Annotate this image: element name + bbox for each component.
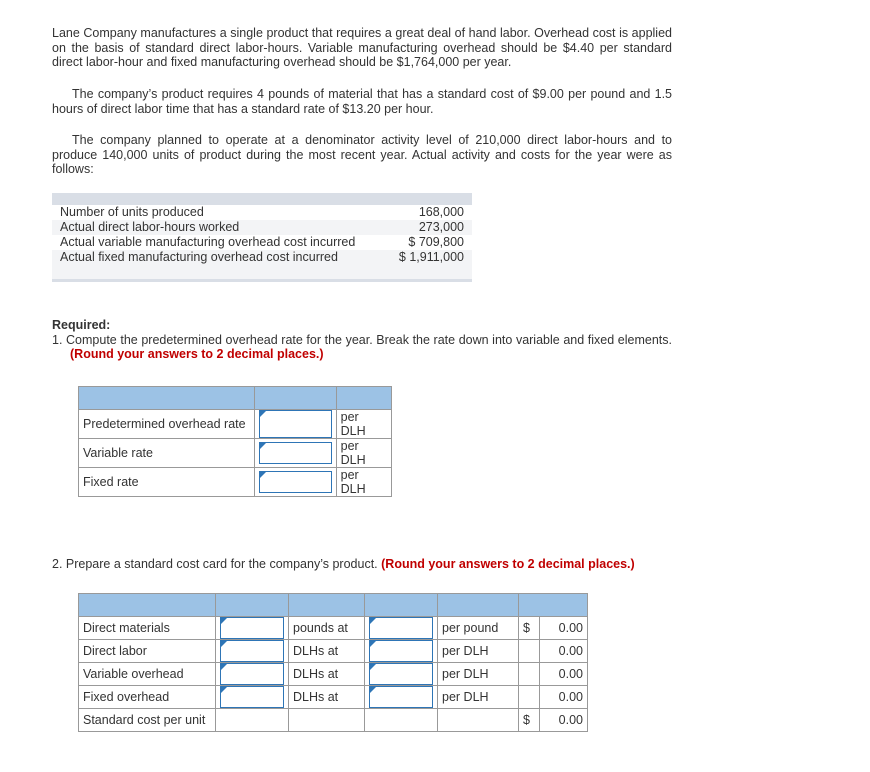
actual-row	[52, 235, 472, 250]
cost-amount: 0.00	[540, 686, 588, 709]
labor-rate-input[interactable]	[369, 640, 433, 662]
cost-label: Direct labor	[79, 640, 216, 663]
rate-unit: per DLH	[336, 410, 391, 439]
intro-paragraph-1: Lane Company manufactures a single product that requires a great deal of hand labor. Overhead cost is applied on the basis of standard direct labor-hours. Variable manufacturing overhead should be $4.40 per standard direct labor-hour and fixed manufacturing overhead should be $1,764,000 per year.	[52, 26, 672, 69]
standard-cost-card-table	[78, 593, 588, 732]
variable-overhead-rate-input[interactable]	[369, 663, 433, 685]
rate-unit: per DLH	[438, 686, 519, 709]
table-row	[79, 640, 588, 663]
question-1: 1. Compute the predetermined overhead rate for the year. Break the rate down into variable and fixed elements. (Round your answers to 2 decimal places.)	[52, 332, 672, 361]
actual-value: $ 709,800	[408, 235, 464, 249]
rate-unit: per pound	[438, 617, 519, 640]
actual-value: $ 1,911,000	[398, 250, 464, 264]
dollar-sign	[519, 663, 540, 686]
actual-label: Actual fixed manufacturing overhead cost incurred	[60, 250, 338, 264]
qty-unit: pounds at	[289, 617, 365, 640]
overhead-rates-table	[78, 386, 392, 497]
cost-amount: 0.00	[540, 640, 588, 663]
rate-unit: per DLH	[336, 439, 391, 468]
variable-overhead-qty-input[interactable]	[220, 663, 284, 685]
variable-rate-input[interactable]	[259, 442, 332, 464]
question-2-note: (Round your answers to 2 decimal places.)	[381, 557, 635, 571]
dollar-sign: $	[519, 617, 540, 640]
materials-qty-input[interactable]	[220, 617, 284, 639]
actual-row	[52, 250, 472, 265]
cost-label: Direct materials	[79, 617, 216, 640]
fixed-rate-input[interactable]	[259, 471, 332, 493]
total-label: Standard cost per unit	[79, 709, 216, 732]
cost-label: Variable overhead	[79, 663, 216, 686]
rate-label: Fixed rate	[79, 468, 255, 497]
actual-activity-table	[52, 193, 472, 282]
table-row	[79, 686, 588, 709]
actual-row	[52, 220, 472, 235]
rate-unit: per DLH	[336, 468, 391, 497]
actual-table-header	[52, 193, 472, 205]
cost-label: Fixed overhead	[79, 686, 216, 709]
qty-unit: DLHs at	[289, 663, 365, 686]
cost-amount: 0.00	[540, 617, 588, 640]
actual-label: Actual direct labor-hours worked	[60, 220, 240, 234]
qty-unit: DLHs at	[289, 640, 365, 663]
fixed-overhead-qty-input[interactable]	[220, 686, 284, 708]
table-row-total	[79, 709, 588, 732]
table-row	[79, 663, 588, 686]
rate-unit: per DLH	[438, 663, 519, 686]
intro-paragraph-2: The company’s product requires 4 pounds of material that has a standard cost of $9.00 per pound and 1.5 hours of direct labor time that has a standard rate of $13.20 per hour.	[52, 87, 672, 116]
labor-qty-input[interactable]	[220, 640, 284, 662]
materials-rate-input[interactable]	[369, 617, 433, 639]
qty-unit: DLHs at	[289, 686, 365, 709]
required-heading: Required:	[52, 318, 111, 332]
rate-label: Predetermined overhead rate	[79, 410, 255, 439]
table-header-row	[79, 594, 588, 617]
table-row	[79, 439, 392, 468]
question-1-note: (Round your answers to 2 decimal places.)	[70, 347, 324, 361]
dollar-sign	[519, 686, 540, 709]
actual-value: 168,000	[418, 205, 464, 219]
dollar-sign	[519, 640, 540, 663]
total-amount: 0.00	[540, 709, 588, 732]
actual-row	[52, 205, 472, 220]
predetermined-rate-input[interactable]	[259, 410, 332, 438]
actual-value: 273,000	[418, 220, 464, 234]
table-row	[79, 468, 392, 497]
cost-amount: 0.00	[540, 663, 588, 686]
intro-paragraph-3: The company planned to operate at a denominator activity level of 210,000 direct labor-hours and to produce 140,000 units of product during the most recent year. Actual activity and costs for the year were as follows:	[52, 133, 672, 176]
actual-label: Actual variable manufacturing overhead cost incurred	[60, 235, 356, 249]
fixed-overhead-rate-input[interactable]	[369, 686, 433, 708]
question-2: 2. Prepare a standard cost card for the company’s product. (Round your answers to 2 decimal places.)	[52, 557, 635, 571]
dollar-sign: $	[519, 709, 540, 732]
table-row	[79, 410, 392, 439]
table-header-row	[79, 387, 392, 410]
rate-unit: per DLH	[438, 640, 519, 663]
rate-label: Variable rate	[79, 439, 255, 468]
table-row	[79, 617, 588, 640]
actual-label: Number of units produced	[60, 205, 204, 219]
